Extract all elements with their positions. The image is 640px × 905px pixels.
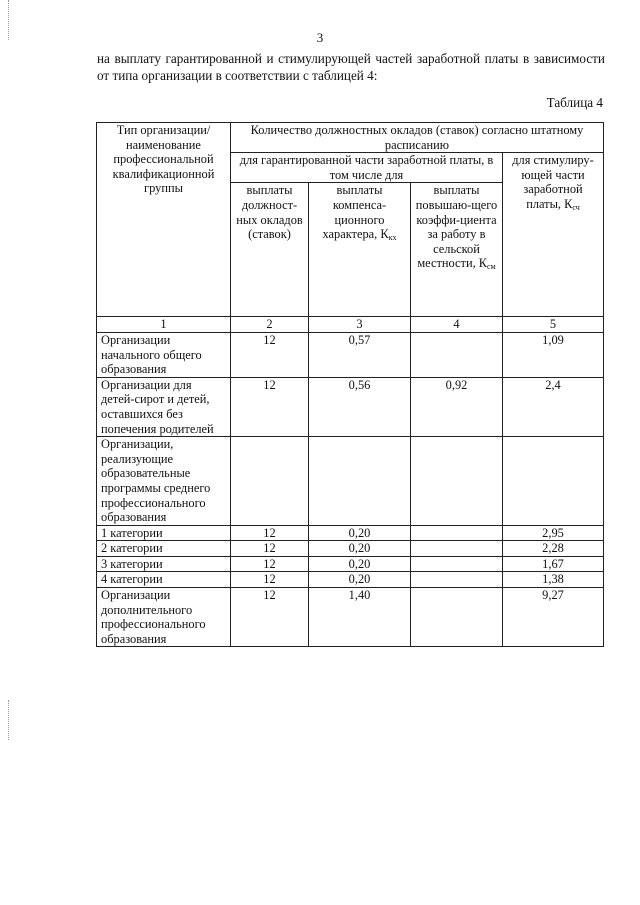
- cell-stimulating: 2,28: [503, 541, 604, 557]
- cell-compensation: 0,20: [309, 556, 411, 572]
- cell-salary-payments: 12: [231, 556, 309, 572]
- row-name: 4 категории: [97, 572, 231, 588]
- table-row: [97, 572, 604, 588]
- intro-paragraph: на выплату гарантированной и стимулирующей частей заработной платы в зависимости от типа организации в соответствии с таблицей 4:: [97, 51, 605, 83]
- page-number: 3: [316, 30, 324, 45]
- row-name: Организации, реализующие образовательные программы среднего профессионального образования: [97, 437, 231, 526]
- header-rural-payments: [411, 183, 503, 317]
- cell-rural: [411, 541, 503, 557]
- header-rural-text: выплаты повышаю-щего коэффи-циента за работу в сельской местности, К: [415, 183, 498, 271]
- table-row: [97, 556, 604, 572]
- cell-rural: [411, 332, 503, 377]
- cell-compensation: 0,56: [309, 377, 411, 436]
- cell-rural: [411, 556, 503, 572]
- cell-compensation: 0,20: [309, 541, 411, 557]
- column-number-row: [97, 317, 604, 333]
- header-stimulating-text: для стимулиру-ющей части заработной платы, К: [512, 153, 594, 211]
- column-number: 3: [309, 317, 411, 333]
- cell-salary-payments: [231, 437, 309, 526]
- cell-stimulating: 2,4: [503, 377, 604, 436]
- header-stimulating-sub: сч: [572, 202, 580, 212]
- margin-dots-bottom: [8, 700, 11, 740]
- table-row: [97, 588, 604, 647]
- cell-stimulating: 1,09: [503, 332, 604, 377]
- cell-compensation: 1,40: [309, 588, 411, 647]
- header-salary-count: Количество должностных окладов (ставок) согласно штатному расписанию: [231, 123, 604, 153]
- table-row: [97, 332, 604, 377]
- cell-stimulating: [503, 437, 604, 526]
- salary-coefficient-table: [96, 122, 604, 647]
- column-number: 5: [503, 317, 604, 333]
- cell-stimulating: 9,27: [503, 588, 604, 647]
- table-caption: Таблица 4: [546, 95, 603, 110]
- cell-salary-payments: 12: [231, 588, 309, 647]
- cell-rural: [411, 588, 503, 647]
- header-stimulating-part: [503, 153, 604, 317]
- header-compensation-payments: [309, 183, 411, 317]
- header-rural-sub: см: [487, 262, 496, 272]
- cell-rural: 0,92: [411, 377, 503, 436]
- cell-salary-payments: 12: [231, 572, 309, 588]
- row-name: Организации дополнительного профессионального образования: [97, 588, 231, 647]
- header-guaranteed-part: для гарантированной части заработной платы, в том числе для: [231, 153, 503, 183]
- cell-salary-payments: 12: [231, 541, 309, 557]
- header-compensation-sub: кх: [388, 233, 397, 243]
- cell-compensation: 0,57: [309, 332, 411, 377]
- cell-stimulating: 1,67: [503, 556, 604, 572]
- header-salary-payments: выплаты должност-ных окладов (ставок): [231, 183, 309, 317]
- row-name: 3 категории: [97, 556, 231, 572]
- table-row: [97, 525, 604, 541]
- cell-compensation: 0,20: [309, 572, 411, 588]
- row-name: Организации начального общего образования: [97, 332, 231, 377]
- cell-compensation: 0,20: [309, 525, 411, 541]
- column-number: 1: [97, 317, 231, 333]
- header-org-type: Тип организации/ наименование профессиональной квалификационной группы: [97, 123, 231, 317]
- row-name: 2 категории: [97, 541, 231, 557]
- column-number: 4: [411, 317, 503, 333]
- row-name: 1 категории: [97, 525, 231, 541]
- cell-stimulating: 2,95: [503, 525, 604, 541]
- cell-salary-payments: 12: [231, 525, 309, 541]
- cell-stimulating: 1,38: [503, 572, 604, 588]
- table-row: [97, 437, 604, 526]
- table-row: [97, 377, 604, 436]
- cell-rural: [411, 572, 503, 588]
- cell-rural: [411, 437, 503, 526]
- cell-compensation: [309, 437, 411, 526]
- table-row: [97, 541, 604, 557]
- cell-salary-payments: 12: [231, 377, 309, 436]
- column-number: 2: [231, 317, 309, 333]
- cell-salary-payments: 12: [231, 332, 309, 377]
- header-compensation-text: выплаты компенса-ционного характера, К: [322, 183, 389, 242]
- row-name: Организации для детей-сирот и детей, оставшихся без попечения родителей: [97, 377, 231, 436]
- cell-rural: [411, 525, 503, 541]
